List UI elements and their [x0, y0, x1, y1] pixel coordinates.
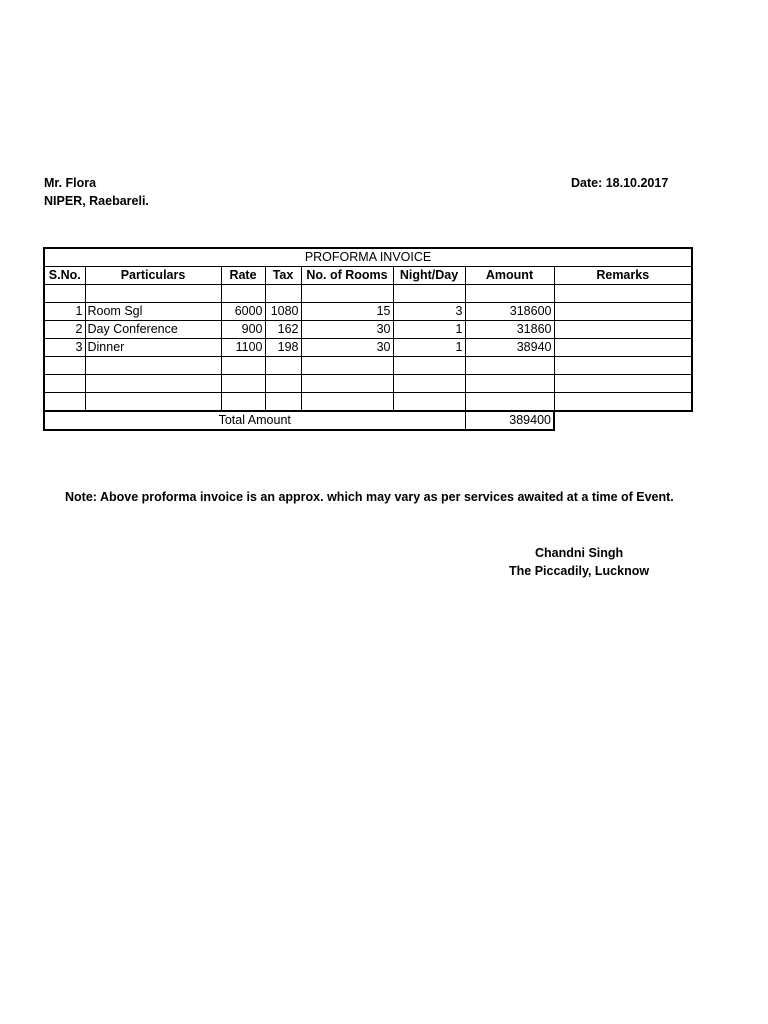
cell-amount: 318600 — [465, 303, 554, 321]
empty-cell — [393, 393, 465, 412]
invoice-date: Date: 18.10.2017 — [571, 176, 669, 190]
cell-amount: 31860 — [465, 321, 554, 339]
total-amount: 389400 — [465, 411, 554, 430]
empty-cell — [554, 393, 692, 412]
empty-cell — [301, 357, 393, 375]
header-remarks: Remarks — [554, 267, 692, 285]
empty-cell — [221, 357, 265, 375]
empty-cell — [554, 411, 692, 430]
empty-cell — [554, 285, 692, 303]
empty-cell — [221, 375, 265, 393]
empty-cell — [554, 357, 692, 375]
invoice-table — [43, 247, 693, 431]
invoice-header-row — [44, 267, 692, 285]
empty-cell — [393, 285, 465, 303]
cell-remarks — [554, 339, 692, 357]
cell-nights: 3 — [393, 303, 465, 321]
cell-nights: 1 — [393, 339, 465, 357]
empty-cell — [265, 285, 301, 303]
table-row — [44, 321, 692, 339]
cell-rooms: 15 — [301, 303, 393, 321]
empty-cell — [44, 357, 85, 375]
cell-sno: 3 — [44, 339, 85, 357]
empty-cell — [85, 375, 221, 393]
table-row — [44, 375, 692, 393]
cell-remarks — [554, 303, 692, 321]
cell-particulars: Dinner — [85, 339, 221, 357]
empty-cell — [221, 393, 265, 412]
cell-rate: 900 — [221, 321, 265, 339]
invoice-title: PROFORMA INVOICE — [44, 248, 692, 267]
invoice-title-row — [44, 248, 692, 267]
table-row — [44, 357, 692, 375]
total-row — [44, 411, 692, 430]
cell-nights: 1 — [393, 321, 465, 339]
empty-cell — [554, 375, 692, 393]
cell-rooms: 30 — [301, 321, 393, 339]
cell-particulars: Day Conference — [85, 321, 221, 339]
empty-cell — [465, 375, 554, 393]
signatory-place: The Piccadily, Lucknow — [509, 564, 650, 578]
table-row — [44, 393, 692, 412]
table-row — [44, 339, 692, 357]
header-particulars: Particulars — [85, 267, 221, 285]
empty-cell — [85, 357, 221, 375]
empty-cell — [265, 357, 301, 375]
cell-rate: 6000 — [221, 303, 265, 321]
cell-particulars: Room Sgl — [85, 303, 221, 321]
empty-cell — [301, 393, 393, 412]
empty-cell — [465, 393, 554, 412]
invoice-note: Note: Above proforma invoice is an approx. which may vary as per services awaited at a time of Event. — [65, 490, 674, 504]
empty-cell — [221, 285, 265, 303]
empty-cell — [393, 375, 465, 393]
cell-remarks — [554, 321, 692, 339]
cell-sno: 1 — [44, 303, 85, 321]
table-row — [44, 303, 692, 321]
header-tax: Tax — [265, 267, 301, 285]
cell-tax: 162 — [265, 321, 301, 339]
empty-cell — [85, 393, 221, 412]
empty-cell — [301, 375, 393, 393]
signatory-name: Chandni Singh — [535, 546, 624, 560]
empty-cell — [44, 285, 85, 303]
empty-cell — [265, 393, 301, 412]
cell-tax: 198 — [265, 339, 301, 357]
recipient-name: Mr. Flora — [44, 176, 97, 190]
header-nights: Night/Day — [393, 267, 465, 285]
empty-cell — [44, 375, 85, 393]
recipient-organization: NIPER, Raebareli. — [44, 194, 149, 208]
header-rate: Rate — [221, 267, 265, 285]
empty-cell — [85, 285, 221, 303]
empty-cell — [465, 285, 554, 303]
empty-cell — [465, 357, 554, 375]
cell-rate: 1100 — [221, 339, 265, 357]
cell-amount: 38940 — [465, 339, 554, 357]
cell-rooms: 30 — [301, 339, 393, 357]
header-sno: S.No. — [44, 267, 85, 285]
header-rooms: No. of Rooms — [301, 267, 393, 285]
empty-cell — [301, 285, 393, 303]
cell-sno: 2 — [44, 321, 85, 339]
cell-tax: 1080 — [265, 303, 301, 321]
header-amount: Amount — [465, 267, 554, 285]
empty-cell — [265, 375, 301, 393]
total-label: Total Amount — [44, 411, 465, 430]
table-row — [44, 285, 692, 303]
empty-cell — [393, 357, 465, 375]
empty-cell — [44, 393, 85, 412]
